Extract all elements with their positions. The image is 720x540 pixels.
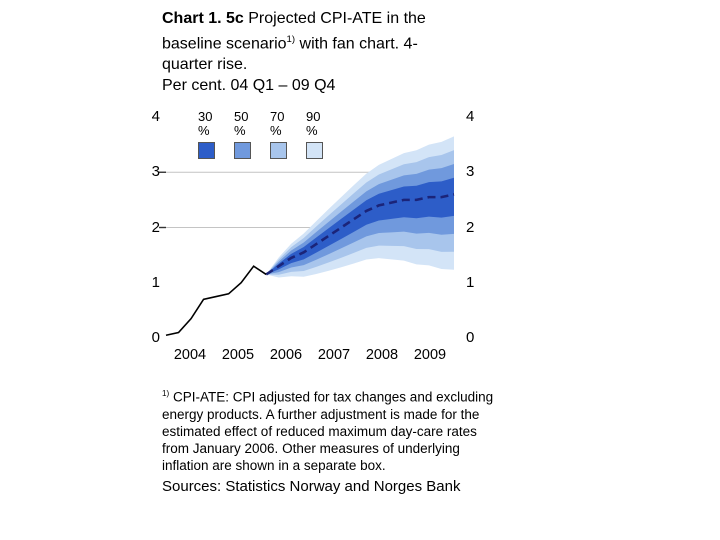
- y-axis-left-label-1: 1: [151, 273, 160, 291]
- footnote: [162, 385, 494, 474]
- legend-value: 50: [234, 109, 249, 124]
- x-axis-label-2008: 2008: [365, 347, 399, 363]
- x-axis-label-2006: 2006: [269, 347, 303, 363]
- y-axis-right-label-0: 0: [466, 329, 475, 346]
- fan-chart: [150, 105, 480, 355]
- history-line: [166, 266, 266, 335]
- chart-title-text-2: with fan chart. 4-quarter rise.: [162, 35, 418, 74]
- legend-value: 90: [306, 109, 321, 124]
- legend-unit: %: [198, 123, 210, 138]
- x-axis-label-2004: 2004: [173, 347, 207, 363]
- y-axis-right-label-3: 3: [466, 163, 475, 181]
- chart-title: [162, 8, 468, 96]
- x-axis-label-2005: 2005: [221, 347, 255, 363]
- footnote-marker: 1): [162, 389, 170, 398]
- y-axis-right-label-2: 2: [466, 218, 475, 236]
- legend-value: 30: [198, 109, 213, 124]
- sources-line: Sources: Statistics Norway and Norges Bank: [162, 478, 461, 495]
- x-axis-label-2007: 2007: [317, 347, 351, 363]
- legend-value: 70: [270, 109, 285, 124]
- chart-title-text: Projected CPI-ATE in the baseline scenario: [162, 10, 426, 53]
- y-axis-right-label-4: 4: [466, 108, 475, 125]
- footnote-text: CPI-ATE: CPI adjusted for tax changes and excluding energy products. A further adjustment is made for the estimated effect of reduced maximum day-care rates from January 2006. Other measures of underlying inflation are shown in a separate box.: [162, 389, 494, 473]
- chart-subtitle: Per cent. 04 Q1 – 09 Q4: [162, 77, 336, 95]
- y-axis-left-label-0: 0: [151, 329, 160, 346]
- chart-title-number: Chart 1. 5c: [162, 10, 244, 27]
- y-axis-left-label-2: 2: [151, 218, 160, 236]
- legend-unit: %: [270, 123, 282, 138]
- legend-unit: %: [234, 123, 246, 138]
- chart-title-footnote-marker: 1): [286, 34, 296, 45]
- y-axis-right-label-1: 1: [466, 273, 475, 291]
- y-axis-left-label-3: 3: [151, 163, 160, 181]
- legend-unit: %: [306, 123, 318, 138]
- y-axis-left-label-4: 4: [151, 108, 160, 125]
- x-axis-label-2009: 2009: [413, 347, 447, 363]
